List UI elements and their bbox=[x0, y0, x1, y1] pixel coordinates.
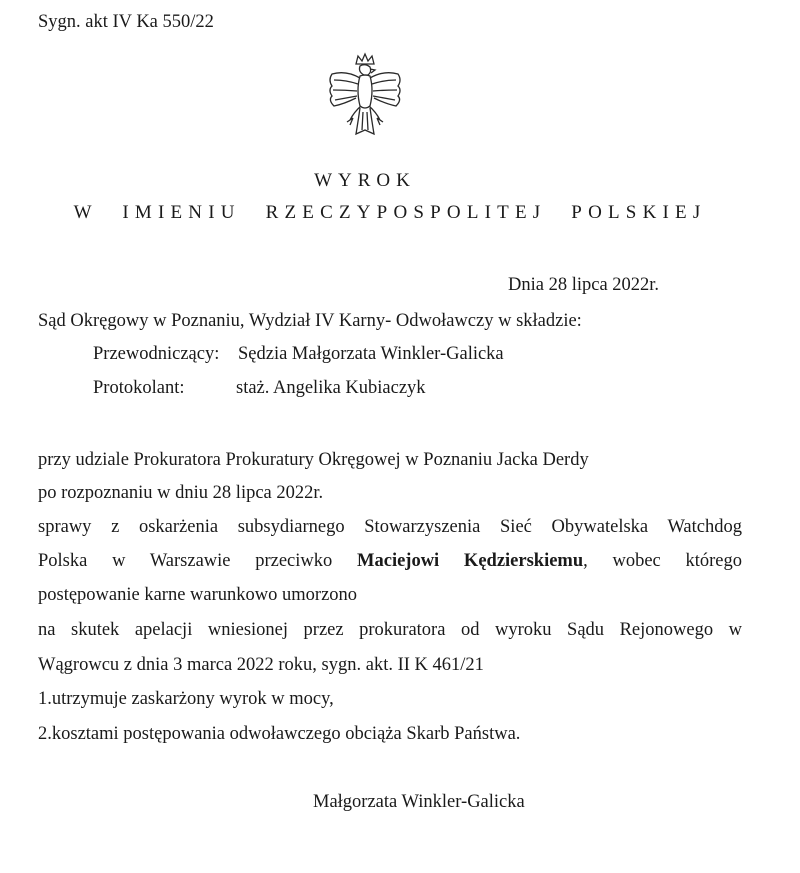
case-number: Sygn. akt IV Ka 550/22 bbox=[38, 12, 214, 32]
case-line-3: postępowanie karne warunkowo umorzono bbox=[38, 585, 358, 605]
polish-eagle-icon bbox=[320, 50, 410, 145]
prosecutor-line: przy udziale Prokuratora Prokuratury Okręgowej w Poznaniu Jacka Derdy bbox=[38, 450, 589, 470]
case-line-1: sprawy z oskarżenia subsydiarnego Stowarzyszenia Sieć Obywatelska Watchdog bbox=[38, 517, 742, 537]
document-title: WYROK bbox=[314, 170, 416, 191]
judge-signature: Małgorzata Winkler-Galicka bbox=[313, 792, 525, 812]
document-subtitle: W IMIENIU RZECZYPOSPOLITEJ POLSKIEJ bbox=[73, 202, 707, 223]
case-line-2-pre: Polska w Warszawie przeciwko bbox=[38, 551, 333, 571]
clerk-label: Protokolant: bbox=[93, 378, 185, 398]
appeal-line-1: na skutek apelacji wniesionej przez prokuratora od wyroku Sądu Rejonowego w bbox=[38, 620, 742, 640]
judgment-date: Dnia 28 lipca 2022r. bbox=[508, 275, 660, 295]
hearing-line: po rozpoznaniu w dniu 28 lipca 2022r. bbox=[38, 483, 324, 503]
ruling-item-1: 1.utrzymuje zaskarżony wyrok w mocy, bbox=[38, 689, 334, 709]
court-composition-heading: Sąd Okręgowy w Poznaniu, Wydział IV Karny- Odwoławczy w składzie: bbox=[38, 311, 582, 331]
ruling-item-2: 2.kosztami postępowania odwoławczego obciąża Skarb Państwa. bbox=[38, 724, 521, 744]
appeal-line-2: Wągrowcu z dnia 3 marca 2022 roku, sygn. akt. II K 461/21 bbox=[38, 655, 484, 675]
case-line-2-post: , wobec którego bbox=[583, 551, 743, 571]
chair-label: Przewodniczący: bbox=[93, 344, 220, 364]
chair-value: Sędzia Małgorzata Winkler-Galicka bbox=[238, 344, 504, 364]
defendant-name: Maciejowi Kędzierskiemu bbox=[357, 551, 584, 571]
clerk-value: staż. Angelika Kubiaczyk bbox=[236, 378, 426, 398]
case-line-2 bbox=[38, 551, 742, 572]
